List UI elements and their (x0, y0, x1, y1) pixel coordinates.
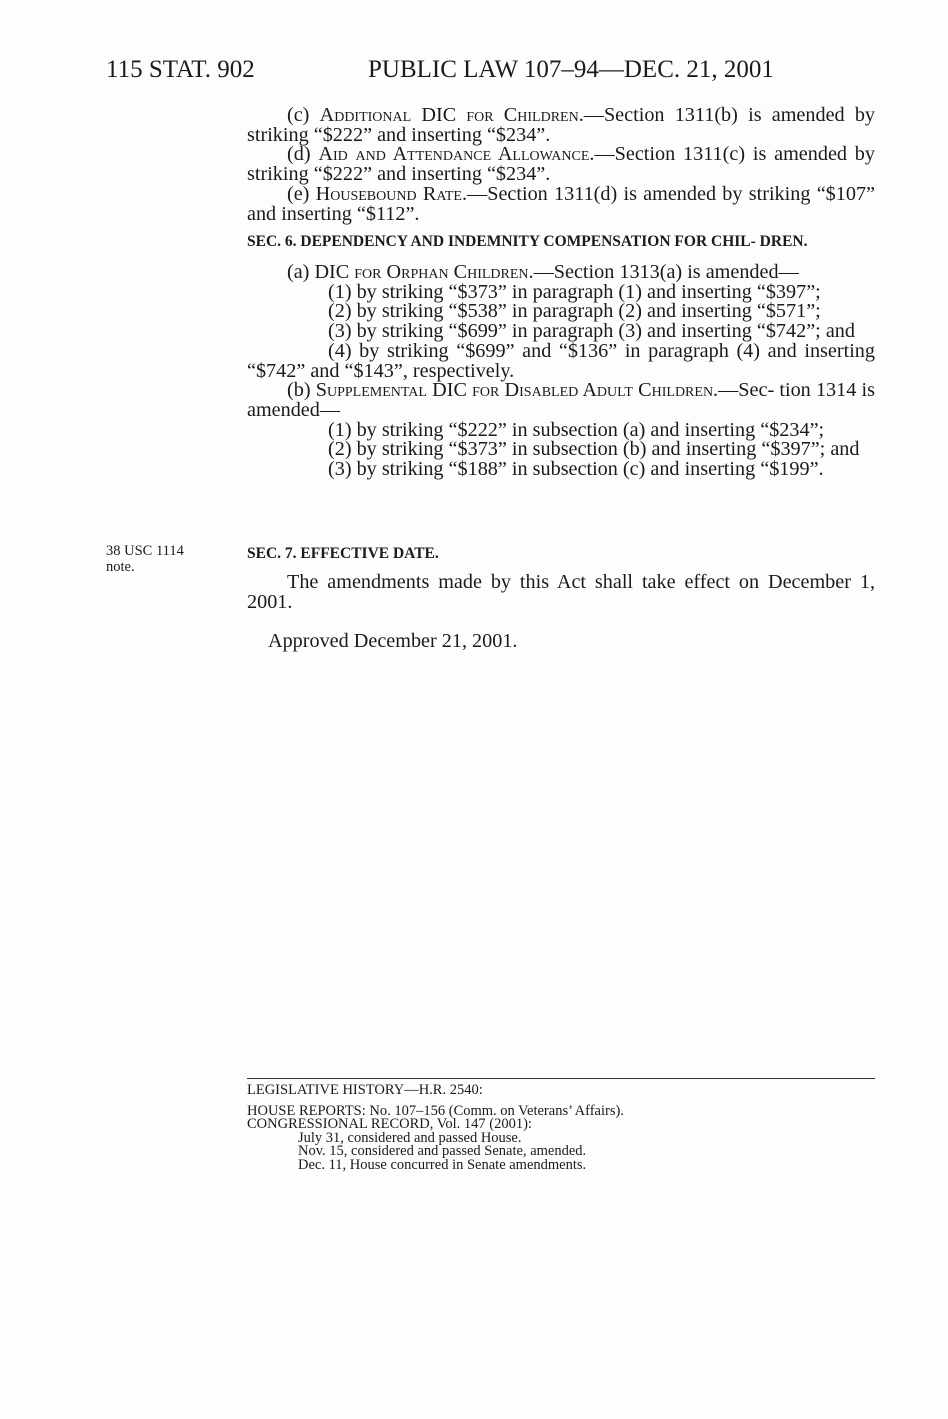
history-entry: July 31, considered and passed House. (298, 1129, 522, 1146)
list-item: (2) by striking “$373” in subsection (b) and inserting “$397”; and (328, 438, 860, 461)
subsection-d-heading: Aid and Attendance Allowance. (318, 143, 595, 166)
house-reports: HOUSE REPORTS: No. 107–156 (Comm. on Veterans’ Affairs). (247, 1102, 624, 1119)
approval-date: Approved December 21, 2001. (268, 630, 518, 652)
legislative-history-title: LEGISLATIVE HISTORY—H.R. 2540: (247, 1082, 483, 1098)
history-entry: Nov. 15, considered and passed Senate, amended. (298, 1143, 587, 1159)
section-7 (247, 545, 875, 612)
margin-note: 38 USC 1114 note. (106, 543, 184, 575)
subsection-e: (e) Housebound Rate.—Section 1311(d) is amended by striking “$107” and inserting “$112”. (247, 182, 876, 225)
subsection-c-heading: Additional DIC for Children. (319, 104, 584, 126)
list-item: (1) by striking “$222” in subsection (a) and inserting “$234”; (328, 418, 825, 441)
subsection-d: (d) Aid and Attendance Allowance.—Section 1311(c) is amended by striking “$222” and inserting “$234”. (247, 143, 875, 186)
subsection-e-text: —Section 1311(d) is amended by striking “$107” and inserting “$112”. (247, 182, 876, 225)
subsection-d-text: —Section 1311(c) is amended by striking “$222” and inserting “$234”. (247, 143, 875, 186)
subsection-c: (c) Additional DIC for Children.—Section 1311(b) is amended by striking “$222” and inserting “$234”. (247, 104, 876, 146)
footnote-rule (247, 1078, 875, 1079)
section-6-heading: SEC. 6. DEPENDENCY AND INDEMNITY COMPENSATION FOR CHIL- DREN. (247, 233, 808, 250)
list-item: (1) by striking “$373” in paragraph (1) and inserting “$397”; (328, 280, 821, 303)
section-6-b-heading: Supplemental DIC for Disabled Adult Children. (315, 379, 719, 402)
list-item: (3) by striking “$699” in paragraph (3) and inserting “$742”; and (328, 320, 855, 343)
history-entry: Dec. 11, House concurred in Senate amendments. (298, 1156, 587, 1173)
subsection-e-heading: Housebound Rate. (315, 182, 468, 205)
stat-page-number: 115 STAT. 902 (106, 56, 255, 83)
list-item: (4) by striking “$699” and “$136” in paragraph (4) and inserting “$742” and “$143”, respectively. (247, 339, 875, 382)
section-6 (247, 233, 875, 480)
law-title: PUBLIC LAW 107–94—DEC. 21, 2001 (368, 56, 774, 83)
legislative-history (247, 1078, 875, 1172)
section-7-heading: SEC. 7. EFFECTIVE DATE. (247, 545, 439, 562)
subsection-c-text: —Section 1311(b) is amended by striking “$222” and inserting “$234”. (247, 104, 876, 146)
section-6-a: (a) DIC for Orphan Children.—Section 1313(a) is amended— (287, 261, 799, 283)
list-item: (3) by striking “$188” in subsection (c) and inserting “$199”. (328, 458, 824, 481)
section-6-b: (b) Supplemental DIC for Disabled Adult Children.—Sec- tion 1314 is amended— (247, 379, 876, 421)
section-6-a-heading: DIC for Orphan Children. (314, 261, 534, 283)
subsections-top (247, 106, 875, 224)
congressional-record: CONGRESSIONAL RECORD, Vol. 147 (2001): (247, 1116, 532, 1132)
list-item: (2) by striking “$538” in paragraph (2) and inserting “$571”; (328, 300, 821, 323)
section-7-text: The amendments made by this Act shall take effect on December 1, 2001. (247, 571, 875, 613)
